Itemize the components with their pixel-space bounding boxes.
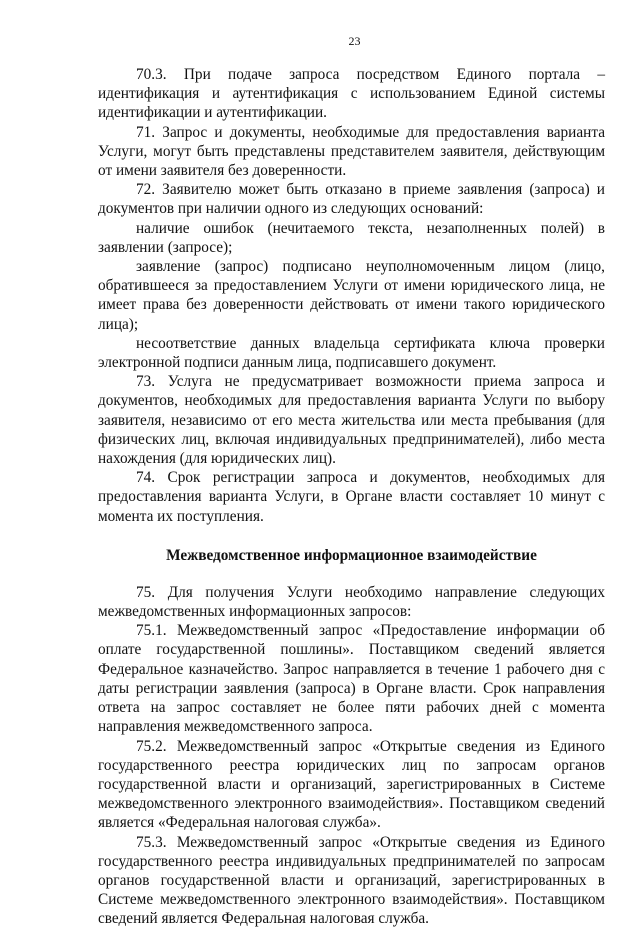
paragraph-70-3: 70.3. При подаче запроса посредством Единого портала – идентификация и аутентификация с использованием Единой системы идентификации и аутентификации. (98, 66, 605, 122)
paragraph-72: 72. Заявителю может быть отказано в приеме заявления (запроса) и документов при наличии одного из следующих оснований: (98, 181, 605, 218)
paragraph-75: 75. Для получения Услуги необходимо направление следующих межведомственных информационных запросов: (98, 583, 605, 621)
paragraph-71: 71. Запрос и документы, необходимые для предоставления варианта Услуги, могут быть представлены представителем заявителя, действующим от имени заявителя без доверенности. (98, 123, 605, 180)
paragraph-74: 74. Срок регистрации запроса и документов, необходимых для предоставления варианта Услуги, в Органе власти составляет 10 минут с момента их поступления. (98, 469, 605, 525)
paragraph-75-3: 75.3. Межведомственный запрос «Открытые сведения из Единого государственного реестра индивидуальных предпринимателей по запросам органов государственной власти и организаций, зарегистрированных в Системе межведомственного электронного взаимодействия». Поставщиком сведений является Федеральная налоговая служба. (98, 833, 605, 928)
paragraph-75-2: 75.2. Межведомственный запрос «Открытые сведения из Единого государственного реестра юридических лиц по запросам органов государственной власти и организаций, зарегистрированных в Системе межведомственного электронного взаимодействия». Поставщиком сведений является «Федеральная налоговая служба». (98, 737, 605, 832)
paragraph-72-reason-3: несоответствие данных владельца сертификата ключа проверки электронной подписи данным лица, подписавшего документ. (98, 334, 605, 372)
section-heading: Межведомственное информационное взаимодействие (166, 546, 537, 564)
paragraph-73: 73. Услуга не предусматривает возможности приема запроса и документов, необходимых для предоставления варианта Услуги по выбору заявителя, независимо от его места жительства или места пребывания (для физических лиц, включая индивидуальных предпринимателей), либо места нахождения (для юридических лиц). (98, 373, 605, 468)
page-number: 23 (348, 34, 361, 48)
paragraph-72-reason-2: заявление (запрос) подписано неуполномоченным лицом (лицо, обратившееся за предоставлением Услуги от имени юридического лица, не имеет права без доверенности действовать от имени такого юридического лица); (98, 258, 605, 333)
paragraph-75-1: 75.1. Межведомственный запрос «Предоставление информации об оплате государственной пошлины». Поставщиком сведений является Федеральное казначейство. Запрос направляется в течение 1 рабочего дня с даты регистрации заявления (запроса) в Органе власти. Срок направления ответа на запрос составляет не более пяти рабочих дней с момента направления межведомственного запроса. (98, 622, 605, 736)
paragraph-72-reason-1: наличие ошибок (нечитаемого текста, незаполненных полей) в заявлении (запросе); (98, 219, 605, 256)
